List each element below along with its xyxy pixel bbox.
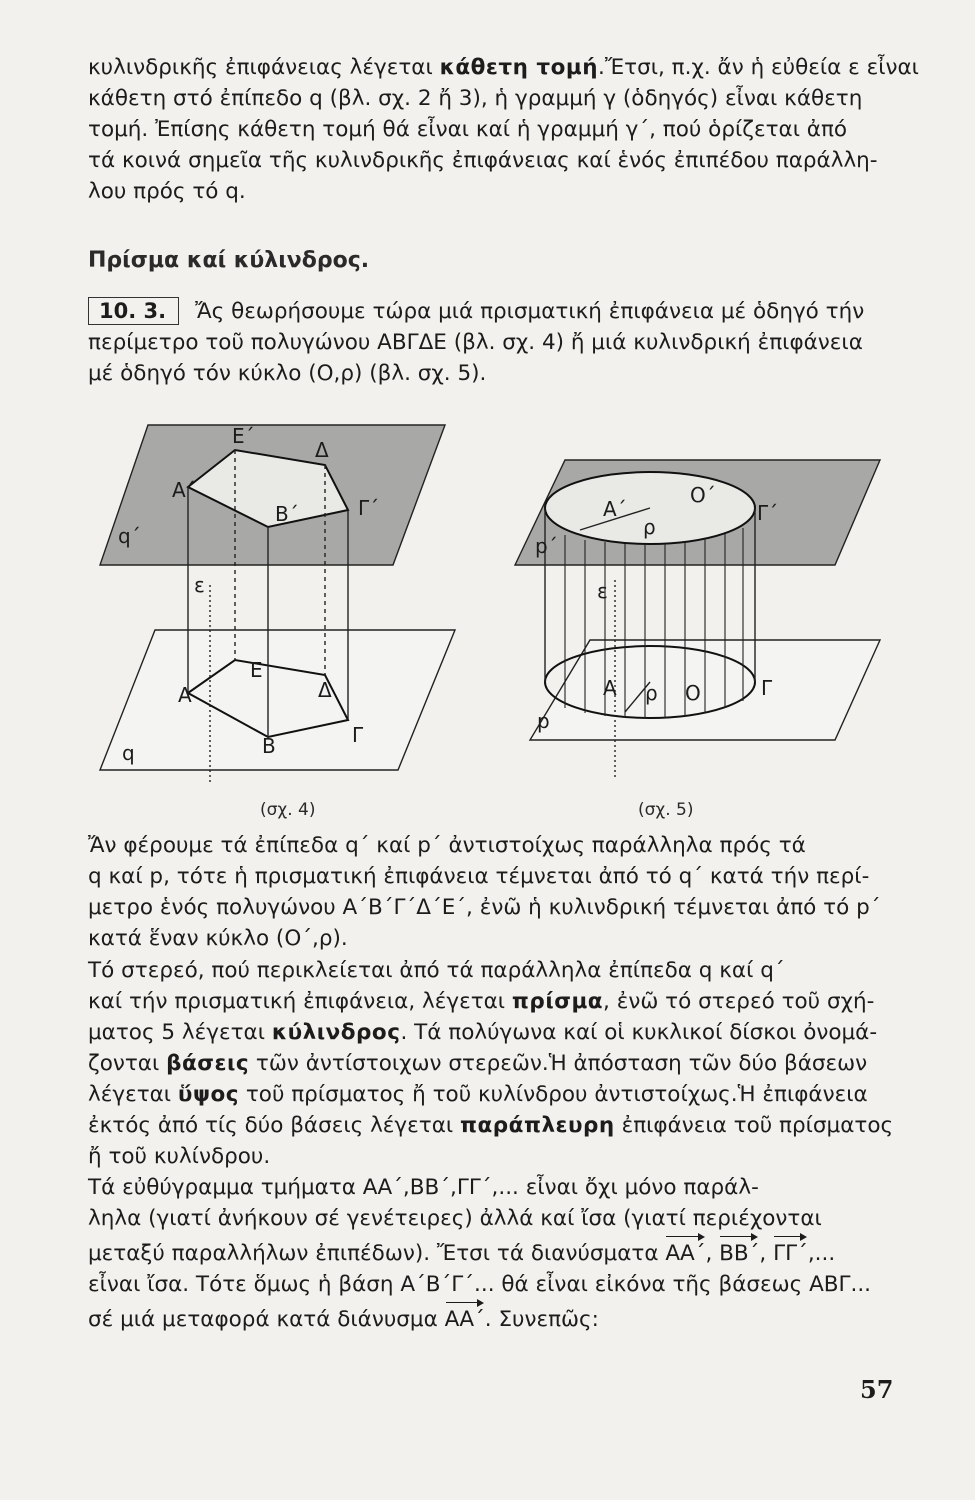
label-A-top: Α΄ [172, 478, 196, 502]
body-paragraph-2 [88, 955, 910, 1172]
figure-4-caption: (σχ. 4) [260, 800, 316, 820]
vector-AA-2: ΑΑ΄ [445, 1300, 485, 1335]
label-D-bot: Δ [318, 678, 332, 702]
text-line: ματος 5 λέγεται κύλινδρος. Τά πολύγωνα καί οἱ κυκλικοί δίσκοι ὀνομά- [88, 1020, 878, 1045]
text-line: q καί p, τότε ἡ πρισματική ἐπιφάνεια τέμνεται ἀπό τό q΄ κατά τήν περί- [88, 864, 870, 889]
text-line: 10. 3. Ἄς θεωρήσουμε τώρα μιά πρισματική ἐπιφάνεια μέ ὁδηγό τήν [88, 296, 910, 327]
label-rho-top: ρ [643, 515, 656, 539]
label-G-top: Γ΄ [757, 501, 779, 525]
label-rho-bot: ρ [645, 681, 658, 705]
label-G-bot: Γ [352, 723, 364, 747]
label-D-top: Δ [315, 438, 329, 462]
label-A-bot: Α [603, 676, 617, 700]
figure-5-cylinder [505, 450, 895, 810]
term-perpendicular-section: κάθετη τομή [439, 55, 599, 80]
page-number: 57 [860, 1375, 894, 1404]
intro-paragraph [88, 52, 919, 207]
term-cylinder: κύλινδρος [271, 1020, 401, 1045]
text-line: κατά ἕναν κύκλο (Ο΄,ρ). [88, 926, 348, 951]
text-line: κυλινδρικῆς ἐπιφάνειας λέγεται κάθετη τομή.Ἔτσι, π.χ. ἄν ἡ εὐθεία ε εἶναι [88, 55, 919, 80]
label-E-top: Ε΄ [232, 424, 255, 448]
text-line: μέ ὁδηγό τόν κύκλο (Ο,ρ) (βλ. σχ. 5). [88, 361, 487, 386]
text-line: ζονται βάσεις τῶν ἀντίστοιχων στερεῶν.Ἡ ἀπόσταση τῶν δύο βάσεων [88, 1051, 868, 1076]
text-line: κάθετη στό ἐπίπεδο q (βλ. σχ. 2 ἤ 3), ἡ γραμμή γ (ὁδηγός) εἶναι κάθετη [88, 86, 863, 111]
vector-AA: ΑΑ΄ [665, 1234, 705, 1269]
label-B-bot: Β [262, 734, 276, 758]
term-lateral: παράπλευρη [460, 1113, 615, 1138]
section-heading: Πρίσμα καί κύλινδρος. [88, 248, 370, 273]
plane-q [100, 630, 455, 770]
label-q-top: q΄ [118, 524, 141, 548]
section-10-3-paragraph [88, 296, 910, 389]
text-line: Τό στερεό, πού περικλείεται ἀπό τά παράλληλα ἐπίπεδα q καί q΄ [88, 958, 785, 983]
figure-5-caption: (σχ. 5) [638, 800, 694, 820]
text-line: Τά εὐθύγραμμα τμήματα ΑΑ΄,ΒΒ΄,ΓΓ΄,... εἶναι ὄχι μόνο παράλ- [88, 1175, 759, 1200]
label-A-top: Α΄ [603, 497, 627, 521]
text-line: μεταξύ παραλλήλων ἐπιπέδων). Ἔτσι τά διανύσματα ΑΑ΄, ΒΒ΄, ΓΓ΄,... [88, 1234, 910, 1269]
label-q-bot: q [122, 741, 135, 765]
label-E-bot: Ε [250, 658, 263, 682]
term-prism: πρίσμα [511, 989, 604, 1014]
label-G-bot: Γ [761, 676, 773, 700]
vector-BB: ΒΒ΄ [719, 1234, 759, 1269]
term-height: ὕψος [177, 1082, 240, 1107]
text-line: λου πρός τό q. [88, 179, 246, 204]
body-paragraph-1 [88, 830, 910, 954]
text-line: τά κοινά σημεῖα τῆς κυλινδρικῆς ἐπιφάνειας καί ἑνός ἐπιπέδου παράλλη- [88, 148, 878, 173]
text-line: λέγεται ὕψος τοῦ πρίσματος ἤ τοῦ κυλίνδρου ἀντιστοίχως.Ἡ ἐπιφάνεια [88, 1082, 868, 1107]
text-line: εἶναι ἴσα. Τότε ὅμως ἡ βάση Α΄Β΄Γ΄... θά εἶναι εἰκόνα τῆς βάσεως ΑΒΓ... [88, 1272, 872, 1297]
section-number-box: 10. 3. [88, 297, 179, 325]
text-line: τομή. Ἐπίσης κάθετη τομή θά εἶναι καί ἡ γραμμή γ΄, πού ὁρίζεται ἀπό [88, 117, 848, 142]
text-line: περίμετρο τοῦ πολυγώνου ΑΒΓΔΕ (βλ. σχ. 4) ἤ μιά κυλινδρική ἐπιφάνεια [88, 330, 863, 355]
text-line: σέ μιά μεταφορά κατά διάνυσμα ΑΑ΄. Συνεπῶς: [88, 1300, 910, 1335]
text-line: ἐκτός ἀπό τίς δύο βάσεις λέγεται παράπλευρη ἐπιφάνεια τοῦ πρίσματος [88, 1113, 894, 1138]
label-O-bot: Ο [685, 681, 701, 705]
label-G-top: Γ΄ [358, 496, 380, 520]
label-epsilon: ε [194, 573, 205, 597]
text-line: καί τήν πρισματική ἐπιφάνεια, λέγεται πρίσμα, ἐνῶ τό στερεό τοῦ σχή- [88, 989, 875, 1014]
text-line: ἤ τοῦ κυλίνδρου. [88, 1144, 271, 1169]
term-bases: βάσεις [166, 1051, 250, 1076]
label-O-top: Ο΄ [690, 483, 716, 507]
figure-4-prism [90, 415, 470, 810]
text-line: μετρο ἑνός πολυγώνου Α΄Β΄Γ΄Δ΄Ε΄, ἐνῶ ἡ κυλινδρική τέμνεται ἀπό τό p΄ [88, 895, 881, 920]
text-line: ληλα (γιατί ἀνήκουν σέ γενέτειρες) ἀλλά καί ἴσα (γιατί περιέχονται [88, 1206, 822, 1231]
label-epsilon: ε [597, 579, 608, 603]
label-p-top: p΄ [535, 534, 558, 558]
vector-GG: ΓΓ΄ [773, 1234, 808, 1269]
label-A-bot: Α [178, 683, 192, 707]
text-line: Ἄν φέρουμε τά ἐπίπεδα q΄ καί p΄ ἀντιστοίχως παράλληλα πρός τά [88, 833, 806, 858]
label-p-bot: p [537, 709, 550, 733]
label-B-top: Β΄ [275, 502, 299, 526]
body-paragraph-3 [88, 1172, 910, 1335]
